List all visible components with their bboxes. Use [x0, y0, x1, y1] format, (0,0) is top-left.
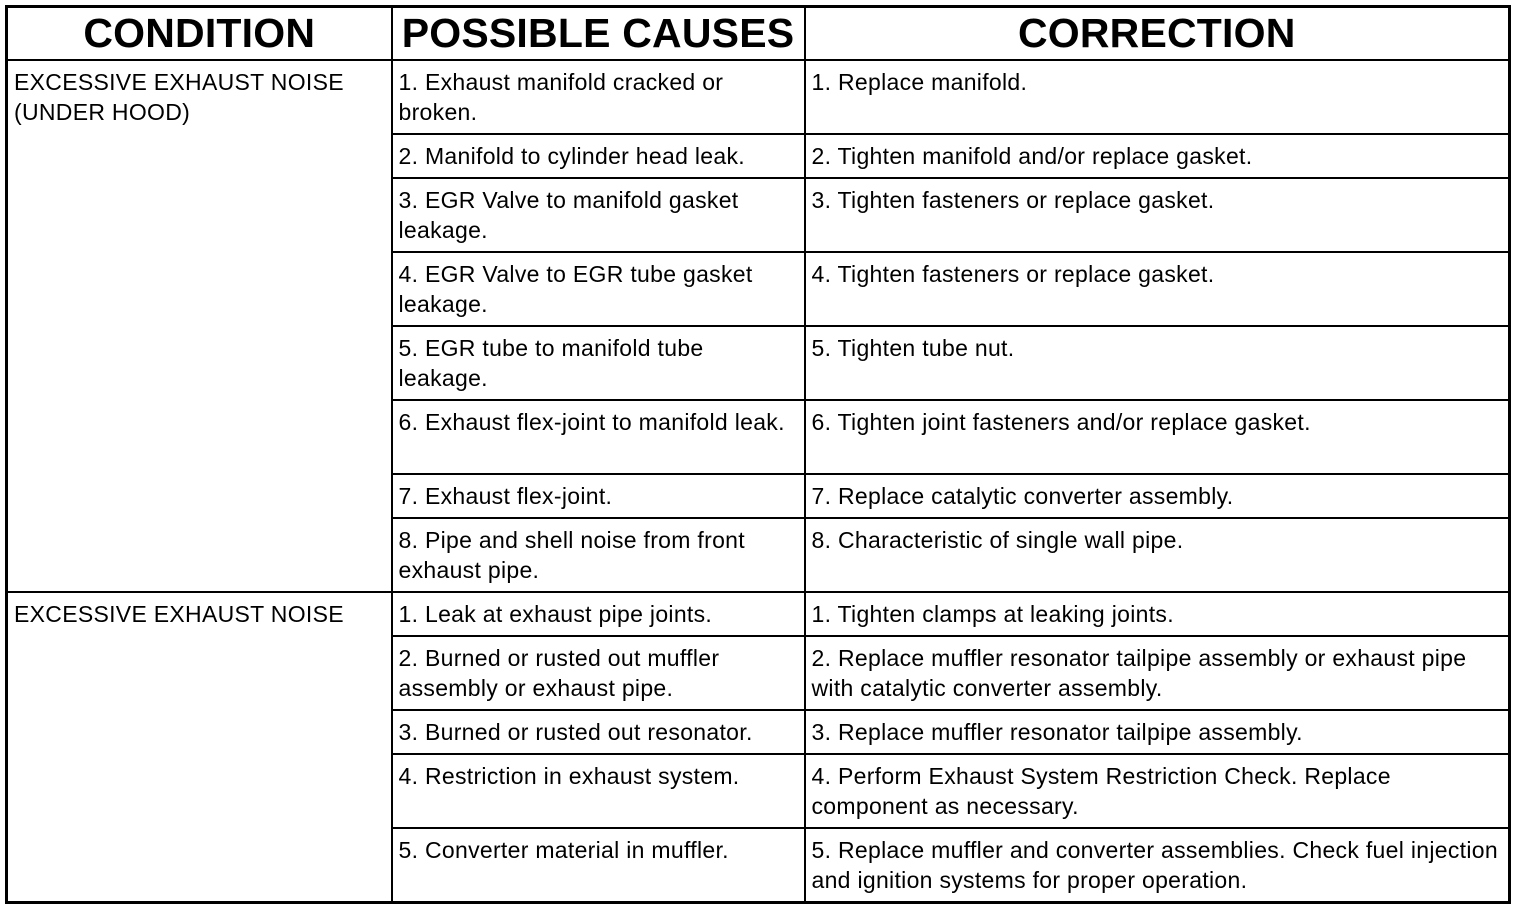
condition-header: CONDITION [7, 7, 392, 61]
cause-cell: 8. Pipe and shell noise from front exhaust pipe. [392, 518, 805, 592]
correction-cell: 1. Tighten clamps at leaking joints. [805, 592, 1510, 636]
cause-cell: 6. Exhaust flex-joint to manifold leak. [392, 400, 805, 474]
diagnosis-chart [5, 5, 1511, 904]
condition-cell: EXCESSIVE EXHAUST NOISE (UNDER HOOD) [7, 60, 392, 592]
possible-causes-header: POSSIBLE CAUSES [392, 7, 805, 61]
cause-cell: 4. EGR Valve to EGR tube gasket leakage. [392, 252, 805, 326]
cause-cell: 3. EGR Valve to manifold gasket leakage. [392, 178, 805, 252]
correction-cell: 3. Tighten fasteners or replace gasket. [805, 178, 1510, 252]
correction-cell: 3. Replace muffler resonator tailpipe assembly. [805, 710, 1510, 754]
correction-cell: 2. Replace muffler resonator tailpipe assembly or exhaust pipe with catalytic converter assembly. [805, 636, 1510, 710]
correction-cell: 4. Tighten fasteners or replace gasket. [805, 252, 1510, 326]
table-row [7, 60, 1510, 134]
correction-cell: 2. Tighten manifold and/or replace gasket. [805, 134, 1510, 178]
correction-cell: 5. Replace muffler and converter assemblies. Check fuel injection and ignition systems for proper operation. [805, 828, 1510, 903]
correction-cell: 8. Characteristic of single wall pipe. [805, 518, 1510, 592]
cause-cell: 5. Converter material in muffler. [392, 828, 805, 903]
cause-cell: 4. Restriction in exhaust system. [392, 754, 805, 828]
cause-cell: 7. Exhaust flex-joint. [392, 474, 805, 518]
cause-cell: 3. Burned or rusted out resonator. [392, 710, 805, 754]
correction-cell: 1. Replace manifold. [805, 60, 1510, 134]
correction-cell: 7. Replace catalytic converter assembly. [805, 474, 1510, 518]
correction-cell: 6. Tighten joint fasteners and/or replace gasket. [805, 400, 1510, 474]
correction-header: CORRECTION [805, 7, 1510, 61]
cause-cell: 5. EGR tube to manifold tube leakage. [392, 326, 805, 400]
cause-cell: 1. Leak at exhaust pipe joints. [392, 592, 805, 636]
condition-cell: EXCESSIVE EXHAUST NOISE [7, 592, 392, 903]
correction-cell: 4. Perform Exhaust System Restriction Check. Replace component as necessary. [805, 754, 1510, 828]
cause-cell: 2. Manifold to cylinder head leak. [392, 134, 805, 178]
cause-cell: 2. Burned or rusted out muffler assembly or exhaust pipe. [392, 636, 805, 710]
header-row [7, 7, 1510, 61]
correction-cell: 5. Tighten tube nut. [805, 326, 1510, 400]
diagnosis-table [5, 5, 1511, 904]
table-row [7, 592, 1510, 636]
cause-cell: 1. Exhaust manifold cracked or broken. [392, 60, 805, 134]
